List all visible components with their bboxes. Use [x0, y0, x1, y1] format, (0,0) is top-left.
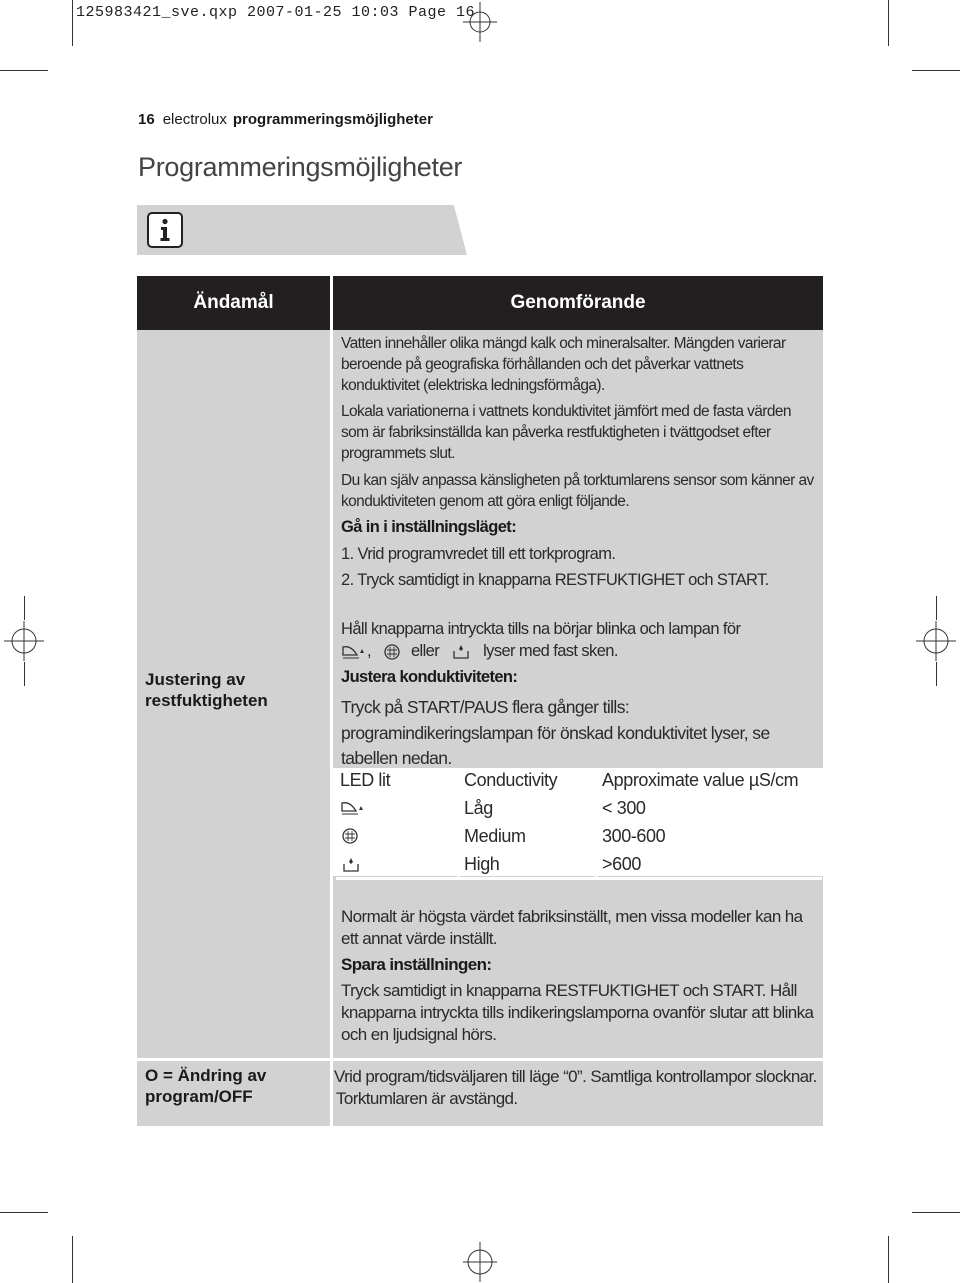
- off-instructions: Vrid program/tidsväljaren till läge “0”. Samtliga kontrollampor slocknar. Torktumlaren är avstängd.: [334, 1067, 817, 1108]
- heading-adjust-conductivity: Justera konduktiviteten:: [341, 668, 518, 686]
- table-cell: High: [460, 852, 598, 880]
- registration-mark-icon: [460, 2, 500, 42]
- steady-light-text: lyser med fast sken.: [483, 642, 618, 660]
- info-band: [137, 205, 467, 255]
- iron-icon: [341, 643, 367, 661]
- table-row: [336, 796, 822, 824]
- heading-enter-settings: Gå in i inställningsläget:: [341, 518, 517, 536]
- adjust-instructions: Tryck på START/PAUS flera gånger tills: programindikeringslampan för önskad konduktivitet lyser, se tabellen nedan.: [341, 697, 770, 768]
- led-cell: [336, 824, 460, 852]
- step-2: 2. Tryck samtidigt in knapparna RESTFUKTIGHET och START.: [341, 571, 769, 589]
- crop-mark: [0, 1212, 48, 1213]
- table-cell: Låg: [460, 796, 598, 824]
- hold-buttons-line1: Håll knapparna intryckta tills na börjar blinka och lampan för: [341, 620, 741, 638]
- registration-mark-icon: [916, 621, 956, 661]
- hold-buttons-line2: [341, 641, 618, 663]
- purpose-label-row1: Justering av restfuktigheten: [145, 670, 268, 710]
- paragraph-water-hardness: Vatten innehåller olika mängd kalk och mineralsalter. Mängden varierar beroende på geografiska förhållanden och det påverkar vattnets konduktivitet (elektriska ledningsförmåga).: [341, 335, 786, 394]
- registration-mark-icon: [460, 1242, 500, 1282]
- heading-save-settings: Spara inställningen:: [341, 955, 492, 974]
- table-cell: >600: [598, 852, 822, 880]
- table-row: [336, 824, 822, 852]
- save-instructions: Tryck samtidigt in knapparna RESTFUKTIGHET och START. Håll knapparna intryckta tills indikeringslamporna ovanför slutar att blinka och en ljudsignal hörs.: [341, 981, 814, 1044]
- wardrobe-icon: [381, 643, 403, 661]
- registration-mark-icon: [4, 621, 44, 661]
- page-number: 16: [138, 111, 155, 128]
- or-word: eller: [410, 642, 440, 660]
- paragraph-local-variation: Lokala variationerna i vattnets konduktivitet jämfört med de fasta värden som är fabriksinställda kan påverka restfuktigheten i tvättgodset efter programmets slut.: [341, 403, 791, 462]
- column-header-execution: Genomförande: [333, 276, 823, 330]
- table-header: LED lit: [336, 768, 460, 796]
- purpose-label-row2: O = Ändring av program/OFF: [145, 1066, 267, 1106]
- table-cell: < 300: [598, 796, 822, 824]
- cupboard-icon: [340, 855, 368, 875]
- crop-mark: [936, 596, 937, 620]
- crop-mark: [24, 662, 25, 686]
- running-header: [138, 111, 433, 128]
- column-header-purpose: Ändamål: [137, 276, 330, 330]
- info-icon: [147, 212, 183, 248]
- table-header: Approximate value µS/cm: [598, 768, 822, 796]
- crop-mark: [912, 1212, 960, 1213]
- page-title: Programmeringsmöjligheter: [138, 152, 463, 182]
- crop-mark: [0, 70, 48, 71]
- paragraph-adjust-sensor: Du kan själv anpassa känsligheten på torktumlarens sensor som känner av konduktiviteten genom att göra enligt följande.: [341, 472, 814, 510]
- comma-separator: ,: [367, 642, 371, 660]
- section-name: programmeringsmöjligheter: [232, 111, 433, 128]
- step-1: 1. Vrid programvredet till ett torkprogram.: [341, 545, 616, 563]
- led-cell: [336, 796, 460, 824]
- cupboard-icon: [449, 643, 475, 661]
- brand-name: electrolux: [162, 111, 227, 128]
- conductivity-table: [336, 768, 822, 880]
- crop-mark: [888, 0, 889, 46]
- table-header-row: [336, 768, 822, 796]
- table-header: Conductivity: [460, 768, 598, 796]
- crop-mark: [912, 70, 960, 71]
- iron-icon: [340, 799, 368, 819]
- table-row: [336, 852, 822, 880]
- crop-mark: [888, 1236, 889, 1283]
- wardrobe-icon: [340, 827, 368, 847]
- default-value-note: Normalt är högsta värdet fabriksinställt, men vissa modeller kan ha ett annat värde inställt.: [341, 907, 803, 948]
- crop-mark: [72, 1236, 73, 1283]
- crop-mark: [24, 596, 25, 620]
- table-cell: Medium: [460, 824, 598, 852]
- crop-mark: [72, 0, 73, 46]
- file-slug: 125983421_sve.qxp 2007-01-25 10:03 Page 16: [76, 4, 476, 21]
- crop-mark: [936, 662, 937, 686]
- table-cell: 300-600: [598, 824, 822, 852]
- led-cell: [336, 852, 460, 880]
